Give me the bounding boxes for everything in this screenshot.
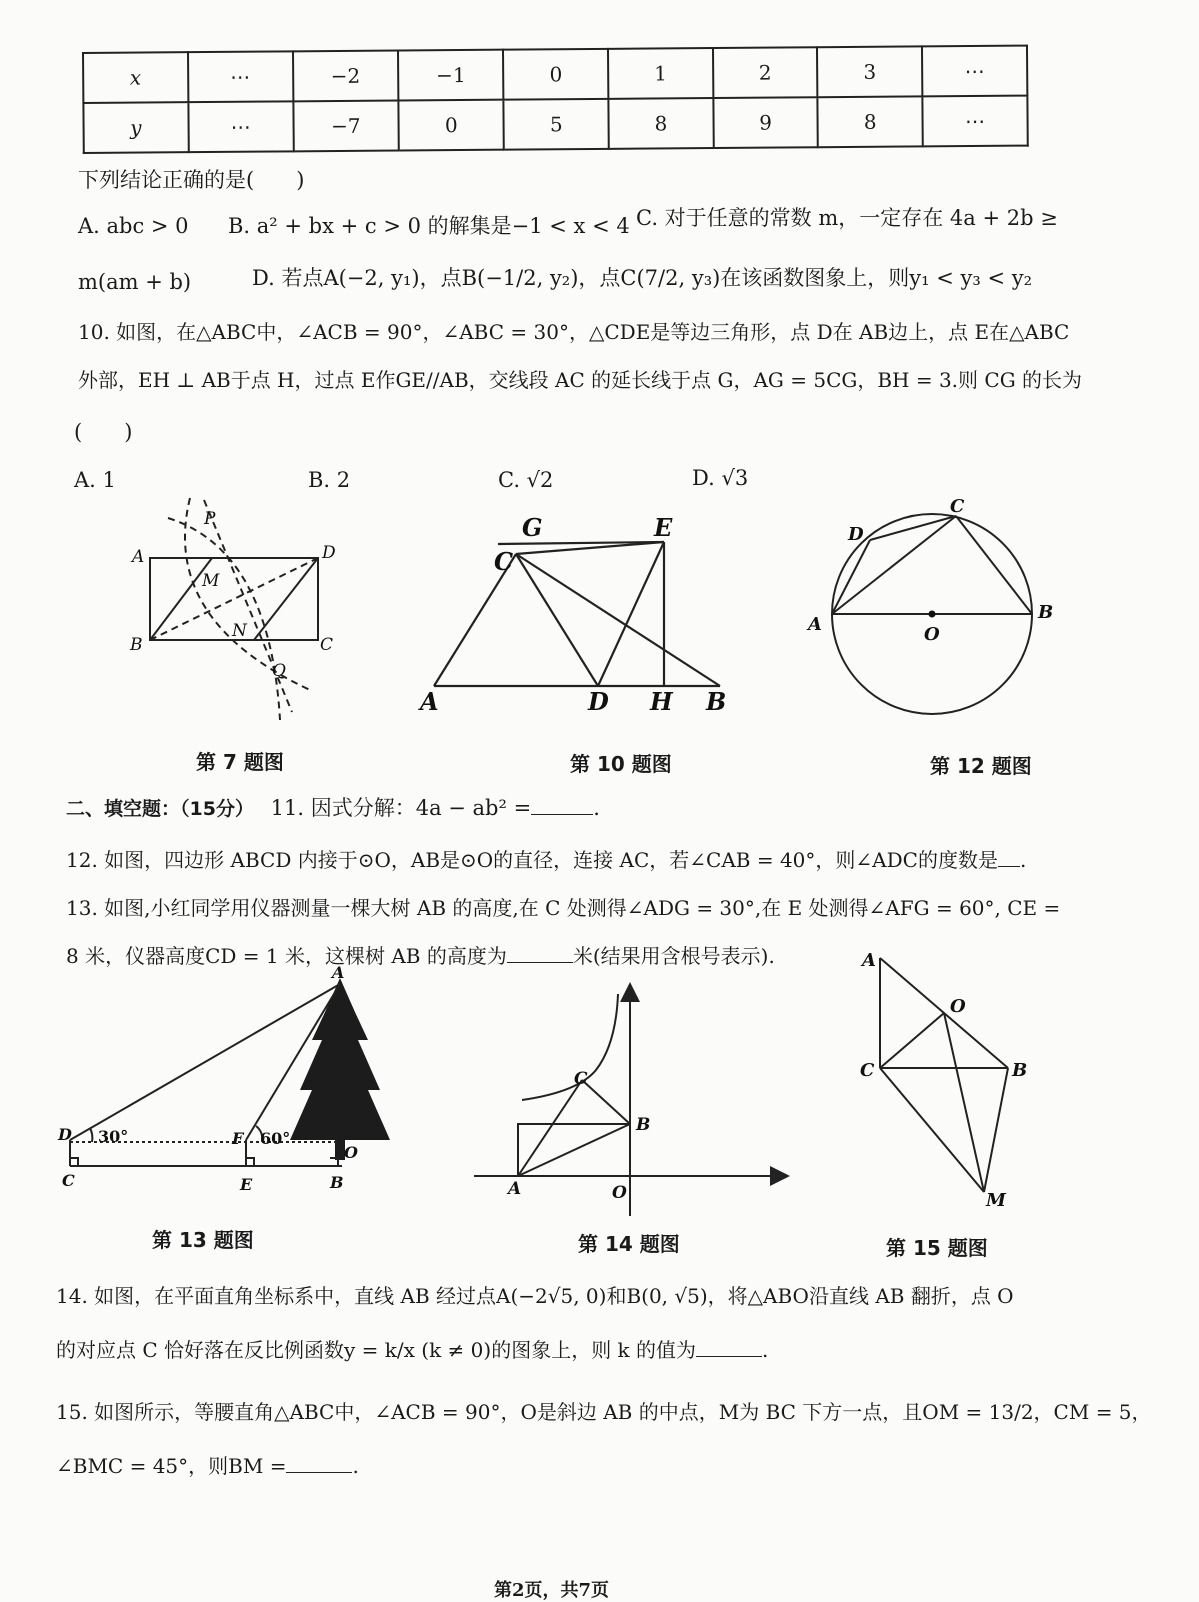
figure-12 — [800, 494, 1060, 744]
q14-answer-blank[interactable] — [696, 1338, 762, 1357]
q11-text: 11. 因式分解：4a − ab² = — [270, 796, 532, 820]
q9-option-b: B. a² + bx + c > 0 的解集是−1 < x < 4 — [228, 214, 630, 238]
q9-prompt: 下列结论正确的是( ) — [78, 168, 305, 192]
segment-cb — [582, 1080, 630, 1124]
label-b: B — [130, 635, 143, 655]
table-cell: 1 — [608, 48, 713, 99]
label-d: D — [322, 543, 336, 563]
segment-oc — [880, 1013, 944, 1068]
table-cell: ⋯ — [188, 51, 293, 102]
table-header-y: y — [83, 102, 188, 153]
figure-15-caption: 第 15 题图 — [886, 1236, 988, 1260]
q10-option-d: D. √3 — [692, 466, 749, 490]
label-a: A — [508, 1179, 522, 1199]
table-cell: 3 — [817, 46, 922, 97]
table-cell: −1 — [398, 50, 504, 101]
label-e: E — [654, 513, 673, 542]
angle-arc-d — [90, 1128, 92, 1142]
hyperbola-branch — [522, 994, 618, 1100]
figure-10-caption: 第 10 题图 — [570, 752, 672, 776]
label-a: A — [420, 687, 439, 716]
q15-line2 — [56, 1452, 359, 1480]
q14-line2 — [56, 1336, 768, 1364]
section-2-title: 二、填空题：（15分） — [66, 798, 254, 820]
q14-period: . — [762, 1338, 769, 1362]
table-cell: 9 — [713, 97, 818, 148]
q10-line2: 外部，EH ⊥ AB于点 H，过点 E作GE//AB，交线段 AC 的延长线于点 G，AG = 5CG，BH = 3.则 CG 的长为 — [78, 368, 1083, 392]
q11-answer-blank[interactable] — [531, 796, 593, 815]
table-cell: 0 — [503, 49, 608, 100]
q11-period: . — [593, 796, 600, 820]
q9-option-c: C. 对于任意的常数 m，一定存在 4a + 2b ≥ — [636, 206, 1058, 230]
label-d: D — [58, 1125, 72, 1144]
label-m: M — [202, 571, 220, 591]
table-row-x — [83, 46, 1027, 103]
q15-line1: 15. 如图所示，等腰直角△ABC中，∠ACB = 90°，O是斜边 AB 的中点，M为 BC 下方一点，且OM = 13/2，CM = 5， — [56, 1400, 1152, 1424]
label-h: H — [650, 687, 673, 716]
segment-cb — [956, 516, 1032, 614]
label-b: B — [706, 687, 727, 716]
label-c: C — [574, 1069, 588, 1089]
xy-value-table — [82, 45, 1029, 154]
table-cell: 5 — [504, 99, 609, 150]
q10-line3: ( ) — [74, 420, 133, 444]
table-cell: −7 — [293, 101, 399, 152]
label-b: B — [1038, 602, 1054, 623]
q9-option-a: A. abc > 0 — [78, 214, 189, 238]
label-a: A — [332, 963, 345, 982]
label-b: B — [1012, 1060, 1028, 1081]
table-header-x: x — [83, 52, 188, 103]
label-n: N — [232, 621, 247, 641]
table-row-y — [83, 96, 1027, 153]
q12-answer-blank[interactable] — [998, 848, 1020, 867]
segment-om — [944, 1013, 984, 1192]
label-c: C — [494, 547, 514, 576]
table-cell: ⋯ — [922, 46, 1027, 97]
table-cell: 8 — [818, 96, 923, 147]
label-g: G — [522, 513, 543, 542]
q11-row — [66, 794, 600, 823]
q10-option-c: C. √2 — [498, 468, 554, 492]
figure-13-caption: 第 13 题图 — [152, 1228, 254, 1252]
label-m: M — [986, 1190, 1006, 1211]
figure-13 — [50, 960, 410, 1200]
figure-15 — [850, 944, 1050, 1220]
figure-14 — [468, 980, 798, 1220]
figure-14-caption: 第 14 题图 — [578, 1232, 680, 1256]
label-a: A — [808, 614, 822, 635]
q9-option-d: D. 若点A(−2, y₁)，点B(−1/2, y₂)，点C(7/2, y₃)在该函数图象上，则y₁ < y₃ < y₂ — [252, 266, 1033, 290]
right-angle-c — [70, 1158, 78, 1166]
label-c: C — [62, 1171, 75, 1190]
q12-period: . — [1019, 848, 1027, 872]
label-a: A — [862, 950, 876, 971]
q14-text: 的对应点 C 恰好落在反比例函数y = k/x (k ≠ 0)的图象上，则 k 的值为 — [56, 1338, 697, 1362]
label-c: C — [950, 496, 965, 517]
table-cell: 2 — [713, 47, 818, 98]
table-cell: −2 — [293, 51, 399, 102]
q12-row — [66, 846, 1026, 874]
label-p: P — [204, 509, 216, 529]
segment-cm — [880, 1068, 984, 1192]
segment-bm — [984, 1068, 1008, 1192]
segment-ad — [832, 540, 870, 614]
angle-d: 30° — [98, 1127, 129, 1146]
label-o: O — [924, 624, 940, 645]
label-d: D — [588, 687, 609, 716]
figure-7 — [120, 490, 360, 730]
q15-period: . — [352, 1454, 359, 1478]
q13-text: 8 米，仪器高度CD = 1 米，这棵树 AB 的高度为 — [66, 944, 507, 968]
segment-nd — [254, 558, 318, 640]
right-angle-e — [246, 1158, 254, 1166]
q12-text: 12. 如图，四边形 ABCD 内接于⊙O，AB是⊙O的直径，连接 AC，若∠CAB = 40°，则∠ADC的度数是 — [66, 848, 998, 872]
table-cell: 8 — [608, 98, 713, 149]
label-o: O — [344, 1143, 358, 1162]
label-a: A — [132, 547, 145, 567]
label-d: D — [848, 524, 864, 545]
figure-12-caption: 第 12 题图 — [930, 754, 1032, 778]
label-f: F — [232, 1129, 244, 1148]
sight-line-da — [70, 984, 340, 1140]
label-b: B — [330, 1173, 344, 1192]
q15-text: ∠BMC = 45°，则BM = — [56, 1454, 287, 1478]
label-e: E — [240, 1175, 253, 1194]
label-c: C — [320, 635, 334, 655]
table-cell: ⋯ — [922, 96, 1027, 147]
page-footer: 第2页，共7页 — [494, 1580, 610, 1601]
label-c: C — [860, 1060, 875, 1081]
center-point — [929, 611, 936, 618]
angle-f: 60° — [260, 1129, 291, 1148]
segment-cd — [516, 554, 598, 686]
q10-option-b: B. 2 — [308, 468, 351, 492]
figure-7-caption: 第 7 题图 — [196, 750, 284, 774]
segment-cb — [516, 554, 720, 686]
table-cell: 0 — [398, 100, 504, 151]
q10-option-a: A. 1 — [74, 468, 116, 492]
q13-line1: 13. 如图,小红同学用仪器测量一棵大树 AB 的高度,在 C 处测得∠ADG = 30°,在 E 处测得∠AFG = 60°, CE = — [66, 896, 1061, 920]
label-o: O — [612, 1183, 627, 1203]
q13-answer-blank[interactable] — [507, 944, 573, 963]
figure-10 — [408, 500, 748, 730]
q10-line1: 10. 如图，在△ABC中，∠ACB = 90°，∠ABC = 30°，△CDE是等边三角形，点 D在 AB边上，点 E在△ABC — [78, 320, 1070, 344]
table-cell: ⋯ — [188, 101, 293, 152]
label-o: O — [950, 996, 966, 1017]
label-b: B — [636, 1115, 651, 1135]
q15-answer-blank[interactable] — [286, 1454, 352, 1473]
q14-line1: 14. 如图，在平面直角坐标系中，直线 AB 经过点A(−2√5, 0)和B(0, √5)，将△ABO沿直线 AB 翻折，点 O — [56, 1284, 1014, 1308]
q9-option-c-cont: m(am + b) — [78, 270, 192, 294]
q13-text-end: 米(结果用含根号表示). — [572, 944, 775, 968]
label-q: Q — [272, 661, 286, 681]
